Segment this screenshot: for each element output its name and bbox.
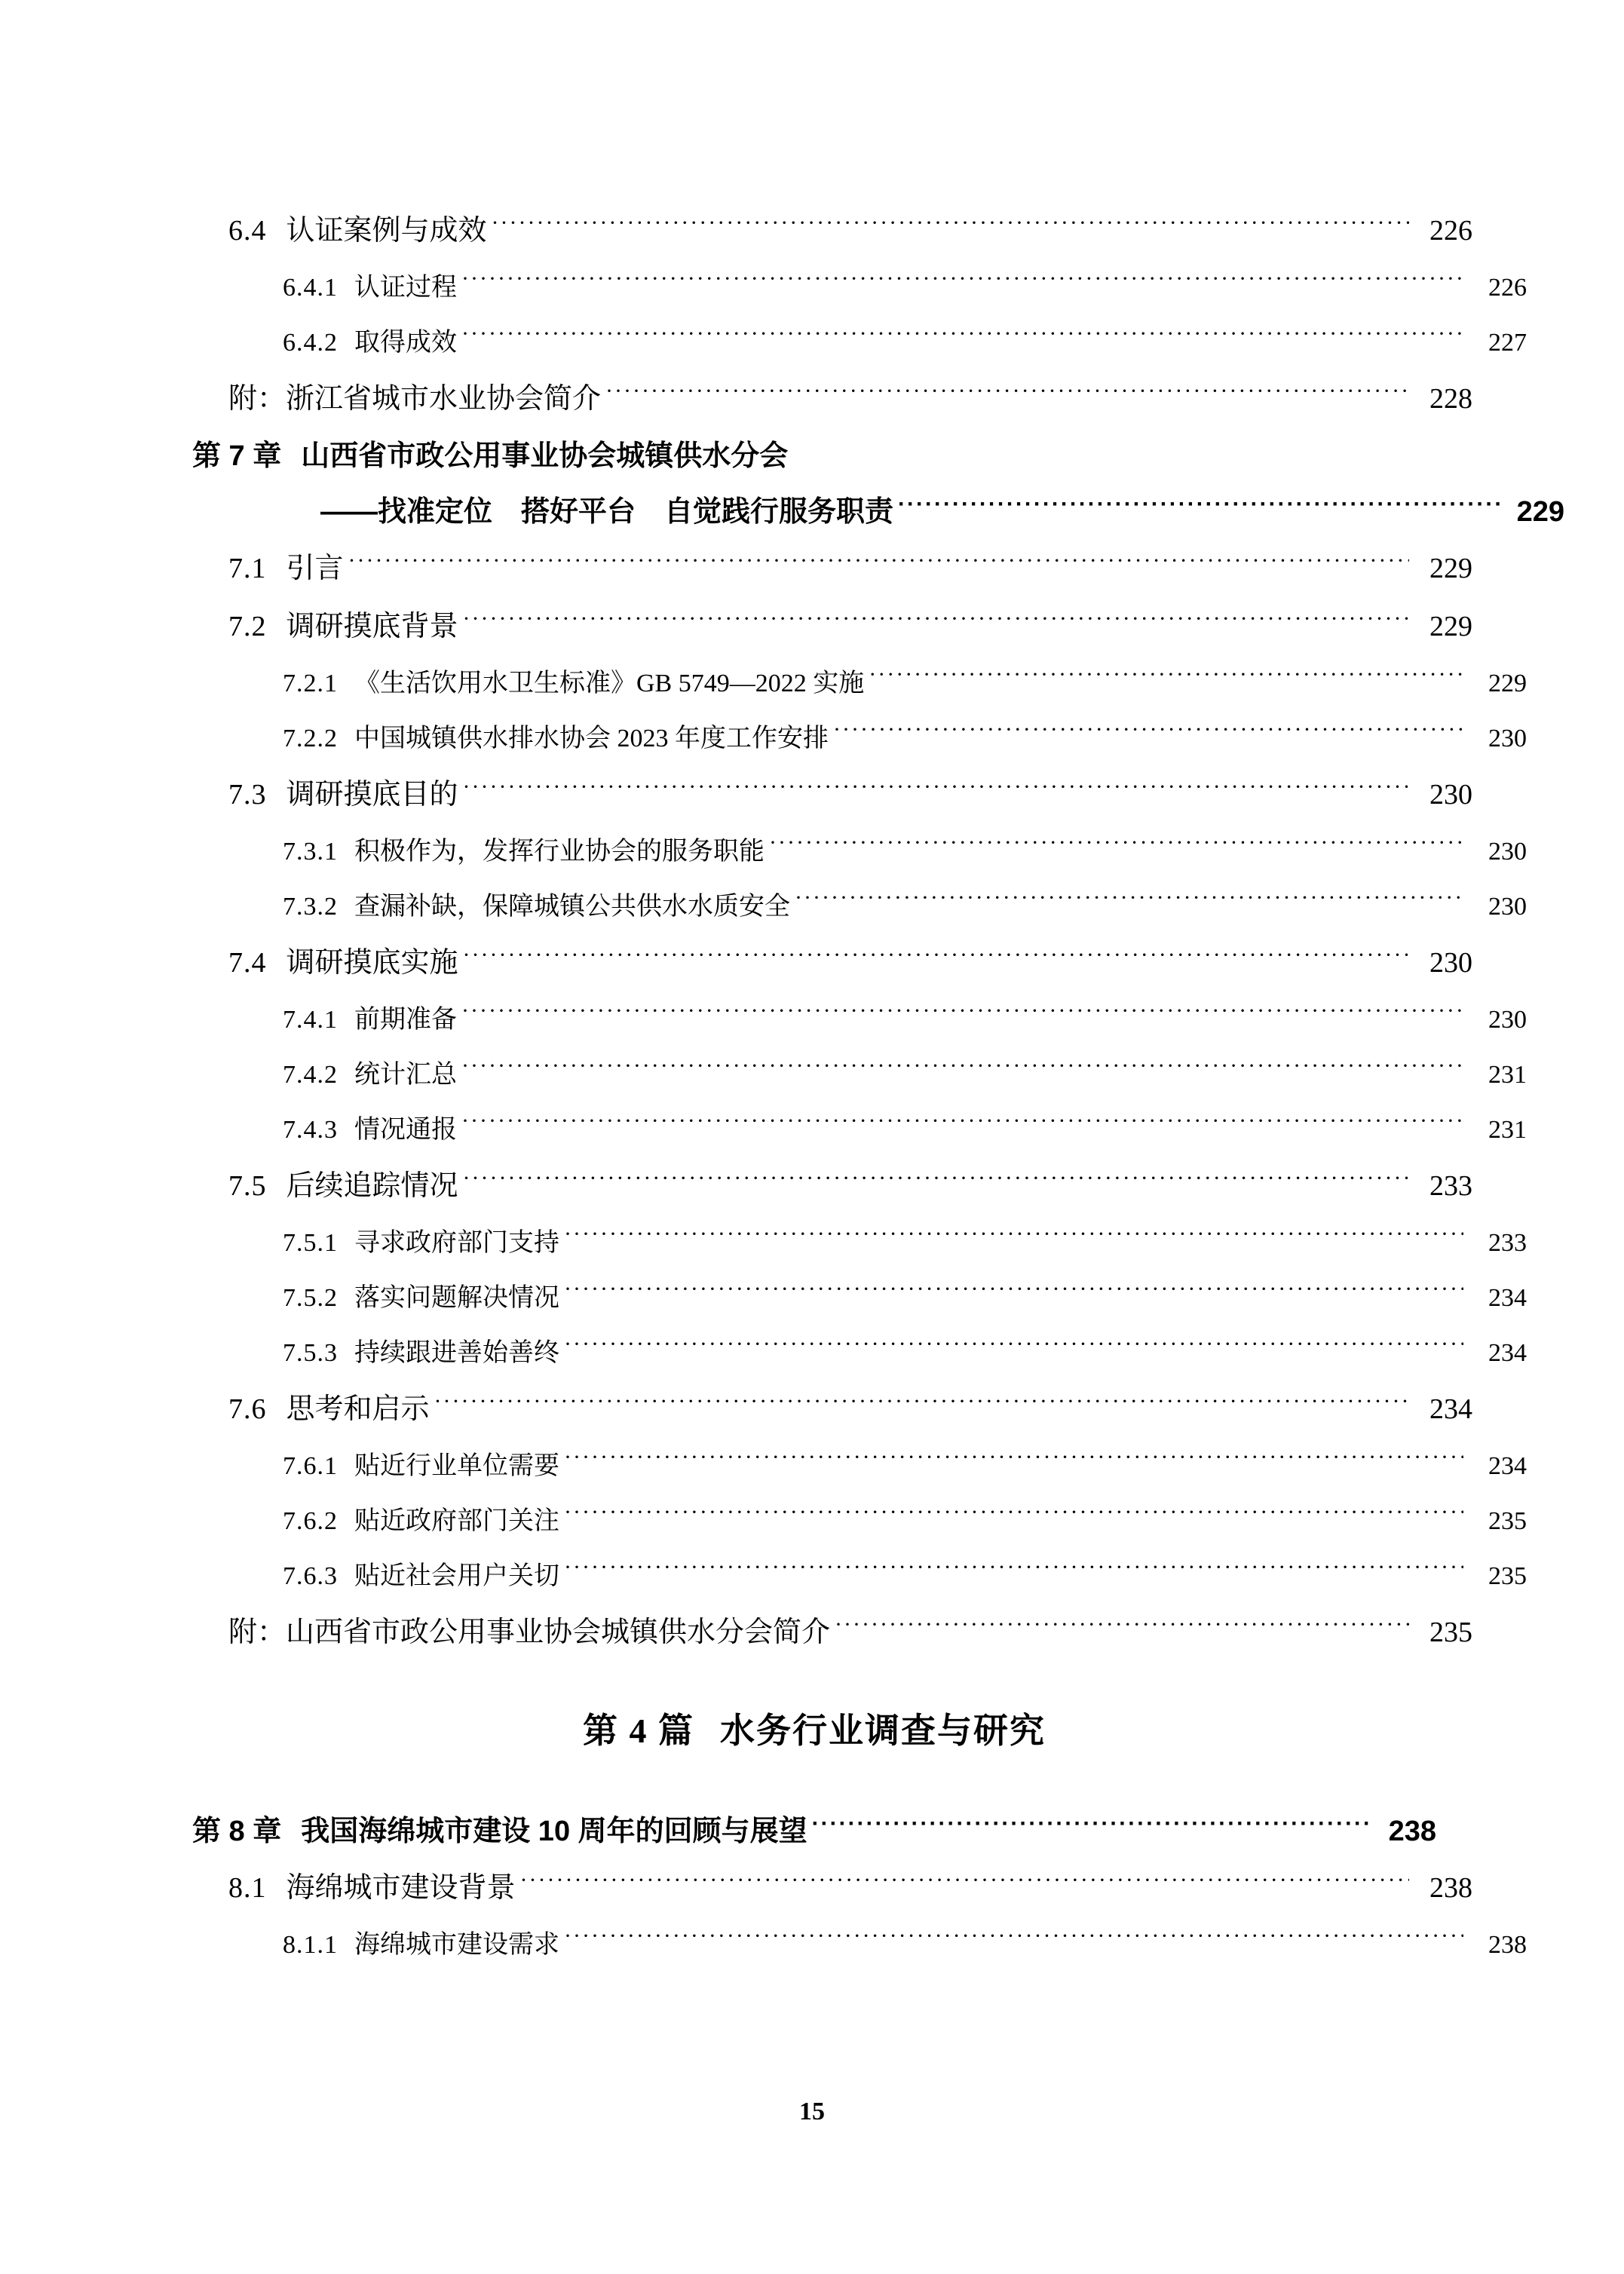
- toc-entry-page: 231: [1488, 1116, 1527, 1144]
- toc-entry-number: 7.5.1: [283, 1229, 338, 1257]
- toc-entry-number: 7.4.2: [283, 1061, 338, 1089]
- toc-entry-label: [320, 484, 893, 540]
- toc-entry-label: [228, 934, 458, 992]
- toc-entry-label: [192, 428, 788, 484]
- dot-leader: [835, 1613, 1409, 1641]
- toc-entry-page: 229: [1429, 611, 1472, 642]
- toc-entry-number: 7.2: [228, 611, 267, 642]
- toc-entry-title: 贴近社会用户关切: [354, 1562, 559, 1590]
- toc-entry-page: 231: [1488, 1061, 1527, 1089]
- dot-leader: [520, 1868, 1409, 1897]
- toc-entry-title: 《生活饮用水卫生标准》GB 5749—2022 实施: [354, 670, 865, 697]
- dot-leader: [605, 379, 1409, 408]
- toc-entry-label: [283, 1325, 559, 1381]
- toc-entry[interactable]: [192, 1917, 1527, 1972]
- dot-leader: [795, 889, 1463, 915]
- toc-entry-page: 233: [1429, 1170, 1472, 1202]
- toc-entry[interactable]: [192, 711, 1527, 766]
- dot-leader: [461, 270, 1463, 296]
- toc-entry-label: [283, 824, 765, 879]
- toc-entry[interactable]: [192, 315, 1527, 370]
- toc-entry-number: 7.2.1: [283, 670, 338, 697]
- dot-leader: [769, 834, 1463, 860]
- toc-entry[interactable]: [192, 992, 1527, 1047]
- toc-entry-label: [283, 1439, 559, 1494]
- toc-entry-number: 7.2.2: [283, 725, 338, 752]
- dot-leader: [869, 666, 1463, 691]
- toc-entry-page: 226: [1429, 215, 1472, 247]
- toc-entry-page: 238: [1488, 1931, 1527, 1959]
- toc-entry-page: 228: [1429, 383, 1472, 415]
- toc-entry-label: [283, 1215, 559, 1270]
- toc-entry[interactable]: [192, 1270, 1527, 1325]
- toc-entry-title: 查漏补缺，保障城镇公共供水水质安全: [354, 893, 790, 921]
- toc-entry-label: [228, 540, 344, 598]
- toc-entry-page: 234: [1429, 1393, 1472, 1425]
- toc-entry-number: 8.1: [228, 1872, 267, 1904]
- toc-entry-title: 积极作为，发挥行业协会的服务职能: [354, 838, 765, 866]
- toc-entry-label: [283, 1270, 559, 1325]
- toc-entry[interactable]: [192, 1047, 1527, 1102]
- toc-entry-page: 238: [1388, 1816, 1436, 1847]
- toc-entry-title: 引言: [286, 553, 344, 584]
- toc-entry-label: [283, 879, 790, 934]
- toc-entry[interactable]: [192, 1604, 1472, 1662]
- dot-leader: [564, 1225, 1463, 1251]
- toc-entry-page: 238: [1429, 1872, 1472, 1904]
- part-number: 第 4 篇: [583, 1712, 694, 1750]
- toc-entry-title: 调研摸底目的: [286, 779, 458, 811]
- toc-entry[interactable]: [192, 656, 1527, 711]
- toc-entry-label: [228, 1604, 830, 1662]
- toc-entry-number: 7.3: [228, 779, 267, 811]
- toc-entry-number: 6.4.2: [283, 329, 338, 357]
- toc-entry-number: 7.1: [228, 553, 267, 584]
- toc-entry-page: 227: [1488, 329, 1527, 357]
- toc-entry-label: [283, 1047, 457, 1102]
- toc-entry-label: [283, 1102, 457, 1157]
- toc-entry-title: 寻求政府部门支持: [354, 1229, 559, 1257]
- toc-entry-title: 山西省市政公用事业协会城镇供水分会: [301, 440, 789, 472]
- part-heading: [192, 1709, 1436, 1754]
- dot-leader: [564, 1280, 1463, 1306]
- toc-entry-label: [192, 1804, 807, 1859]
- toc-entry-page: 230: [1429, 779, 1472, 811]
- dot-leader: [461, 1002, 1463, 1028]
- toc-entry-page: 234: [1488, 1452, 1527, 1480]
- toc-entry[interactable]: [192, 1549, 1527, 1604]
- toc-entry-label: [283, 1494, 559, 1549]
- dot-leader: [492, 211, 1409, 240]
- toc-entry[interactable]: [192, 1157, 1472, 1215]
- toc-entry-title: 后续追踪情况: [286, 1170, 458, 1202]
- toc-entry-number: 7.6.2: [283, 1507, 338, 1535]
- toc-entry-title: 情况通报: [354, 1116, 457, 1144]
- toc-entry-number: 7.4: [228, 947, 267, 979]
- toc-entry[interactable]: [192, 598, 1472, 656]
- dot-leader: [461, 1112, 1463, 1138]
- dot-leader: [898, 492, 1501, 521]
- toc-entry-label: [283, 992, 457, 1047]
- dot-leader: [564, 1558, 1463, 1584]
- toc-entry-label: [228, 598, 458, 656]
- toc-entry-title: 调研摸底实施: [286, 947, 458, 979]
- toc-entry-page: 235: [1488, 1507, 1527, 1535]
- toc-entry-title: 取得成效: [354, 329, 457, 357]
- dot-leader: [463, 1166, 1409, 1195]
- toc-entry-label: [283, 1549, 559, 1604]
- toc-entry-number: 8.1.1: [283, 1931, 338, 1959]
- toc-entry-number: 7.6.1: [283, 1452, 338, 1480]
- dot-leader: [812, 1812, 1373, 1840]
- toc-entry[interactable]: [192, 1325, 1527, 1381]
- toc-entry-label: [228, 1157, 458, 1215]
- dot-leader: [461, 1057, 1463, 1083]
- dot-leader: [564, 1335, 1463, 1361]
- toc-entry-number: 第 8 章: [192, 1816, 282, 1847]
- toc-entry-title: 认证案例与成效: [286, 215, 487, 247]
- part-title: 水务行业调查与研究: [720, 1712, 1046, 1750]
- toc-entry-page: 233: [1488, 1229, 1527, 1257]
- toc-entry-title: 前期准备: [354, 1006, 457, 1034]
- dot-leader: [463, 607, 1409, 636]
- toc-entry-page: 230: [1429, 947, 1472, 979]
- dot-leader: [564, 1503, 1463, 1529]
- toc-entry-title: 贴近行业单位需要: [354, 1452, 559, 1480]
- toc-entry-title: 调研摸底背景: [286, 611, 458, 642]
- toc-entry-title: ——找准定位 搭好平台 自觉践行服务职责: [320, 496, 894, 528]
- toc-entry-number: 6.4: [228, 215, 267, 247]
- toc-entry-title: 我国海绵城市建设 10 周年的回顾与展望: [301, 1816, 807, 1847]
- toc-entry-page: 229: [1488, 670, 1527, 697]
- toc-entry-number: 7.6.3: [283, 1562, 338, 1590]
- dot-leader: [461, 325, 1463, 351]
- toc-entry-page: 229: [1516, 496, 1564, 528]
- toc-entry-page: 230: [1488, 893, 1527, 921]
- toc-entry-title: 中国城镇供水排水协会 2023 年度工作安排: [354, 725, 829, 752]
- toc-entry-title: 统计汇总: [354, 1061, 457, 1089]
- toc-entry-number: 7.6: [228, 1393, 267, 1425]
- toc-entry-number: 7.4.1: [283, 1006, 338, 1034]
- toc-entry-title: 附：山西省市政公用事业协会城镇供水分会简介: [228, 1617, 831, 1648]
- table-of-contents: [192, 202, 1564, 1972]
- dot-leader: [434, 1390, 1409, 1418]
- toc-entry-title: 落实问题解决情况: [354, 1284, 559, 1312]
- page-number-footer: 15: [799, 2098, 825, 2125]
- toc-entry-page: 235: [1429, 1617, 1472, 1648]
- toc-entry[interactable]: [192, 202, 1472, 260]
- toc-entry-label: [283, 711, 829, 766]
- toc-entry[interactable]: [192, 260, 1527, 315]
- dot-leader: [348, 549, 1409, 578]
- toc-entry-label: [283, 260, 457, 315]
- toc-entry-label: [228, 202, 487, 260]
- toc-entry-page: 230: [1488, 1006, 1527, 1034]
- toc-entry-label: [228, 370, 601, 428]
- toc-entry[interactable]: [192, 1215, 1527, 1270]
- toc-entry-title: 海绵城市建设需求: [354, 1931, 559, 1959]
- toc-entry[interactable]: [192, 1494, 1527, 1549]
- dot-leader: [463, 775, 1409, 804]
- toc-entry-number: 7.4.3: [283, 1116, 338, 1144]
- toc-entry-label: [228, 1381, 430, 1439]
- toc-entry-title: 持续跟进善始善终: [354, 1339, 559, 1367]
- toc-entry[interactable]: [192, 1102, 1527, 1157]
- dot-leader: [833, 721, 1463, 746]
- toc-entry-page: 234: [1488, 1339, 1527, 1367]
- toc-entry[interactable]: [192, 370, 1472, 428]
- toc-entry-label: [283, 656, 864, 711]
- toc-entry-page: 230: [1488, 838, 1527, 866]
- toc-entry-number: 7.3.2: [283, 893, 338, 921]
- toc-entry-number: 7.5.3: [283, 1339, 338, 1367]
- toc-entry-label: [228, 766, 458, 824]
- toc-entry-page: 230: [1488, 725, 1527, 752]
- toc-entry-title: 附：浙江省城市水业协会简介: [228, 383, 602, 415]
- toc-entry-label: [283, 315, 457, 370]
- toc-entry[interactable]: [192, 484, 1564, 540]
- toc-entry-page: 234: [1488, 1284, 1527, 1312]
- toc-entry[interactable]: [192, 540, 1472, 598]
- toc-entry[interactable]: [192, 824, 1527, 879]
- dot-leader: [564, 1448, 1463, 1474]
- toc-entry-title: 海绵城市建设背景: [286, 1872, 516, 1904]
- toc-entry[interactable]: [192, 1804, 1436, 1859]
- toc-entry[interactable]: [192, 934, 1472, 992]
- toc-entry-title: 认证过程: [354, 274, 457, 302]
- toc-entry-page: 229: [1429, 553, 1472, 584]
- toc-entry-title: 贴近政府部门关注: [354, 1507, 559, 1535]
- toc-entry-number: 7.5: [228, 1170, 267, 1202]
- toc-entry[interactable]: [192, 1859, 1472, 1917]
- toc-entry-number: 6.4.1: [283, 274, 338, 302]
- toc-entry-label: [228, 1859, 516, 1917]
- toc-entry[interactable]: [192, 766, 1472, 824]
- toc-entry-number: 第 7 章: [192, 440, 282, 472]
- toc-entry[interactable]: [192, 1381, 1472, 1439]
- dot-leader: [463, 943, 1409, 972]
- toc-entry-title: 思考和启示: [286, 1393, 430, 1425]
- toc-entry-page: 226: [1488, 274, 1527, 302]
- toc-entry-page: 235: [1488, 1562, 1527, 1590]
- toc-entry-number: 7.5.2: [283, 1284, 338, 1312]
- toc-entry-number: 7.3.1: [283, 838, 338, 866]
- toc-entry[interactable]: [192, 879, 1527, 934]
- toc-entry[interactable]: [192, 428, 1436, 484]
- toc-entry[interactable]: [192, 1439, 1527, 1494]
- toc-entry-label: [283, 1917, 559, 1972]
- dot-leader: [564, 1927, 1463, 1953]
